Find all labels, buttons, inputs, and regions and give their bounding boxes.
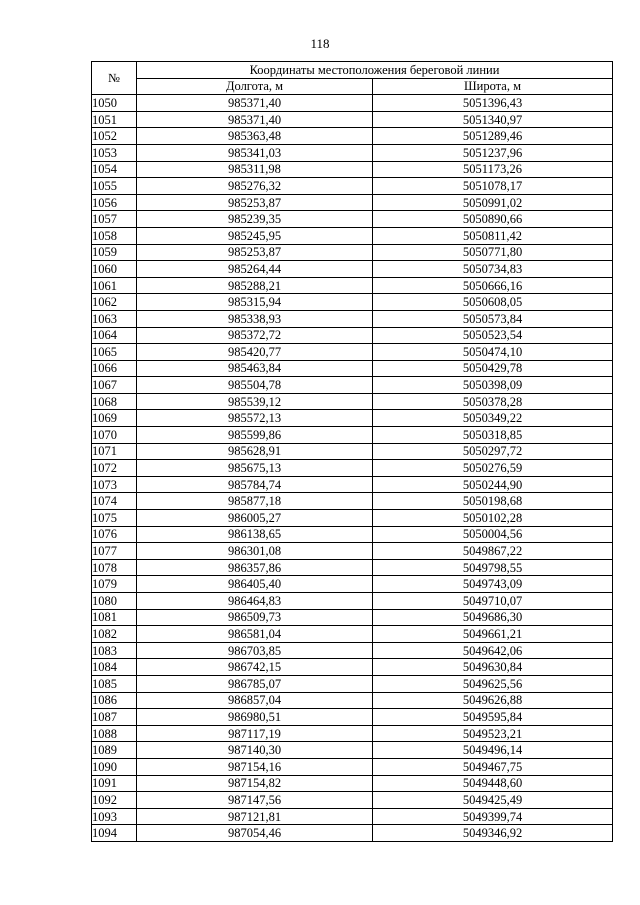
table-row (92, 128, 613, 145)
table-row (92, 261, 613, 278)
point-number-cell: 1079 (92, 576, 137, 593)
longitude-cell: 985239,35 (137, 211, 373, 228)
latitude-cell: 5050398,09 (373, 377, 613, 394)
longitude-cell: 986301,08 (137, 543, 373, 560)
table-row (92, 310, 613, 327)
point-number-cell: 1093 (92, 808, 137, 825)
latitude-cell: 5049523,21 (373, 725, 613, 742)
longitude-cell: 985253,87 (137, 244, 373, 261)
point-number-cell: 1075 (92, 510, 137, 527)
table-row (92, 294, 613, 311)
table-subheader-row (92, 78, 613, 95)
point-number-cell: 1061 (92, 277, 137, 294)
longitude-cell: 985420,77 (137, 344, 373, 361)
longitude-cell: 987140,30 (137, 742, 373, 759)
table-row (92, 593, 613, 610)
column-group-header-coordinates: Координаты местоположения береговой линии (137, 62, 613, 79)
latitude-cell: 5050276,59 (373, 460, 613, 477)
table-row (92, 211, 613, 228)
longitude-cell: 986138,65 (137, 526, 373, 543)
latitude-cell: 5049661,21 (373, 626, 613, 643)
longitude-cell: 987154,16 (137, 758, 373, 775)
longitude-cell: 987121,81 (137, 808, 373, 825)
point-number-cell: 1051 (92, 111, 137, 128)
latitude-cell: 5050004,56 (373, 526, 613, 543)
table-row (92, 95, 613, 112)
latitude-cell: 5049798,55 (373, 559, 613, 576)
table-row (92, 510, 613, 527)
latitude-cell: 5050771,80 (373, 244, 613, 261)
table-row (92, 559, 613, 576)
point-number-cell: 1072 (92, 460, 137, 477)
latitude-cell: 5050573,84 (373, 310, 613, 327)
point-number-cell: 1089 (92, 742, 137, 759)
latitude-cell: 5050378,28 (373, 393, 613, 410)
page-number: 118 (310, 36, 330, 51)
table-row (92, 493, 613, 510)
table-row (92, 758, 613, 775)
latitude-cell: 5049626,88 (373, 692, 613, 709)
longitude-cell: 987117,19 (137, 725, 373, 742)
column-header-longitude: Долгота, м (137, 78, 373, 95)
point-number-cell: 1054 (92, 161, 137, 178)
longitude-cell: 985338,93 (137, 310, 373, 327)
longitude-cell: 987154,82 (137, 775, 373, 792)
point-number-cell: 1073 (92, 476, 137, 493)
longitude-cell: 986005,27 (137, 510, 373, 527)
latitude-cell: 5050890,66 (373, 211, 613, 228)
table-row (92, 692, 613, 709)
longitude-cell: 985784,74 (137, 476, 373, 493)
latitude-cell: 5049496,14 (373, 742, 613, 759)
table-row (92, 194, 613, 211)
latitude-cell: 5051237,96 (373, 144, 613, 161)
point-number-cell: 1064 (92, 327, 137, 344)
table-row (92, 460, 613, 477)
longitude-cell: 985363,48 (137, 128, 373, 145)
longitude-cell: 985311,98 (137, 161, 373, 178)
latitude-cell: 5050991,02 (373, 194, 613, 211)
latitude-cell: 5049686,30 (373, 609, 613, 626)
table-row (92, 244, 613, 261)
latitude-cell: 5049399,74 (373, 808, 613, 825)
longitude-cell: 985341,03 (137, 144, 373, 161)
latitude-cell: 5050297,72 (373, 443, 613, 460)
table-row (92, 277, 613, 294)
point-number-cell: 1086 (92, 692, 137, 709)
latitude-cell: 5049595,84 (373, 709, 613, 726)
point-number-cell: 1059 (92, 244, 137, 261)
latitude-cell: 5049625,56 (373, 675, 613, 692)
latitude-cell: 5051289,46 (373, 128, 613, 145)
longitude-cell: 985245,95 (137, 227, 373, 244)
longitude-cell: 986785,07 (137, 675, 373, 692)
longitude-cell: 986742,15 (137, 659, 373, 676)
longitude-cell: 985628,91 (137, 443, 373, 460)
latitude-cell: 5050734,83 (373, 261, 613, 278)
longitude-cell: 986464,83 (137, 593, 373, 610)
table-row (92, 377, 613, 394)
longitude-cell: 985572,13 (137, 410, 373, 427)
point-number-cell: 1076 (92, 526, 137, 543)
longitude-cell: 985372,72 (137, 327, 373, 344)
point-number-cell: 1087 (92, 709, 137, 726)
longitude-cell: 986357,86 (137, 559, 373, 576)
table-row (92, 476, 613, 493)
latitude-cell: 5050523,54 (373, 327, 613, 344)
table-row (92, 227, 613, 244)
point-number-cell: 1088 (92, 725, 137, 742)
table-row (92, 427, 613, 444)
table-header-row (92, 62, 613, 79)
point-number-cell: 1071 (92, 443, 137, 460)
latitude-cell: 5050349,22 (373, 410, 613, 427)
latitude-cell: 5050102,28 (373, 510, 613, 527)
latitude-cell: 5050244,90 (373, 476, 613, 493)
latitude-cell: 5050811,42 (373, 227, 613, 244)
table-row (92, 609, 613, 626)
longitude-cell: 985371,40 (137, 95, 373, 112)
latitude-cell: 5049867,22 (373, 543, 613, 560)
latitude-cell: 5050474,10 (373, 344, 613, 361)
table-row (92, 178, 613, 195)
longitude-cell: 986509,73 (137, 609, 373, 626)
point-number-cell: 1074 (92, 493, 137, 510)
longitude-cell: 986581,04 (137, 626, 373, 643)
latitude-cell: 5049710,07 (373, 593, 613, 610)
table-row (92, 775, 613, 792)
latitude-cell: 5049346,92 (373, 825, 613, 842)
column-header-latitude: Широта, м (373, 78, 613, 95)
table-row (92, 144, 613, 161)
latitude-cell: 5051340,97 (373, 111, 613, 128)
point-number-cell: 1091 (92, 775, 137, 792)
latitude-cell: 5050429,78 (373, 360, 613, 377)
point-number-cell: 1055 (92, 178, 137, 195)
longitude-cell: 985371,40 (137, 111, 373, 128)
latitude-cell: 5049448,60 (373, 775, 613, 792)
table-row (92, 675, 613, 692)
point-number-cell: 1067 (92, 377, 137, 394)
latitude-cell: 5049425,49 (373, 792, 613, 809)
table-row (92, 626, 613, 643)
column-header-number: № (92, 62, 137, 95)
longitude-cell: 985288,21 (137, 277, 373, 294)
longitude-cell: 986857,04 (137, 692, 373, 709)
table-row (92, 576, 613, 593)
latitude-cell: 5049467,75 (373, 758, 613, 775)
table-row (92, 808, 613, 825)
point-number-cell: 1070 (92, 427, 137, 444)
point-number-cell: 1082 (92, 626, 137, 643)
point-number-cell: 1081 (92, 609, 137, 626)
latitude-cell: 5049642,06 (373, 642, 613, 659)
longitude-cell: 985253,87 (137, 194, 373, 211)
point-number-cell: 1094 (92, 825, 137, 842)
table-row (92, 161, 613, 178)
table-row (92, 111, 613, 128)
longitude-cell: 985463,84 (137, 360, 373, 377)
table-row (92, 742, 613, 759)
point-number-cell: 1084 (92, 659, 137, 676)
point-number-cell: 1066 (92, 360, 137, 377)
table-row (92, 344, 613, 361)
point-number-cell: 1077 (92, 543, 137, 560)
latitude-cell: 5051078,17 (373, 178, 613, 195)
table-row (92, 543, 613, 560)
longitude-cell: 985539,12 (137, 393, 373, 410)
latitude-cell: 5050198,68 (373, 493, 613, 510)
latitude-cell: 5050666,16 (373, 277, 613, 294)
latitude-cell: 5051173,26 (373, 161, 613, 178)
table-row (92, 709, 613, 726)
point-number-cell: 1053 (92, 144, 137, 161)
point-number-cell: 1062 (92, 294, 137, 311)
coordinates-table (91, 61, 613, 842)
point-number-cell: 1080 (92, 593, 137, 610)
table-row (92, 410, 613, 427)
latitude-cell: 5049743,09 (373, 576, 613, 593)
longitude-cell: 985675,13 (137, 460, 373, 477)
point-number-cell: 1050 (92, 95, 137, 112)
point-number-cell: 1090 (92, 758, 137, 775)
table-row (92, 393, 613, 410)
table-row (92, 327, 613, 344)
point-number-cell: 1065 (92, 344, 137, 361)
longitude-cell: 985877,18 (137, 493, 373, 510)
table-row (92, 725, 613, 742)
longitude-cell: 986405,40 (137, 576, 373, 593)
point-number-cell: 1060 (92, 261, 137, 278)
longitude-cell: 985599,86 (137, 427, 373, 444)
longitude-cell: 986980,51 (137, 709, 373, 726)
point-number-cell: 1092 (92, 792, 137, 809)
point-number-cell: 1068 (92, 393, 137, 410)
latitude-cell: 5050318,85 (373, 427, 613, 444)
table-row (92, 642, 613, 659)
longitude-cell: 985264,44 (137, 261, 373, 278)
point-number-cell: 1083 (92, 642, 137, 659)
point-number-cell: 1052 (92, 128, 137, 145)
table-row (92, 659, 613, 676)
longitude-cell: 987147,56 (137, 792, 373, 809)
longitude-cell: 985504,78 (137, 377, 373, 394)
point-number-cell: 1069 (92, 410, 137, 427)
table-row (92, 360, 613, 377)
table-row (92, 526, 613, 543)
point-number-cell: 1063 (92, 310, 137, 327)
latitude-cell: 5050608,05 (373, 294, 613, 311)
table-row (92, 792, 613, 809)
table-body (92, 95, 613, 842)
point-number-cell: 1058 (92, 227, 137, 244)
longitude-cell: 985276,32 (137, 178, 373, 195)
latitude-cell: 5049630,84 (373, 659, 613, 676)
longitude-cell: 985315,94 (137, 294, 373, 311)
point-number-cell: 1078 (92, 559, 137, 576)
table-row (92, 825, 613, 842)
table-row (92, 443, 613, 460)
longitude-cell: 987054,46 (137, 825, 373, 842)
longitude-cell: 986703,85 (137, 642, 373, 659)
point-number-cell: 1056 (92, 194, 137, 211)
latitude-cell: 5051396,43 (373, 95, 613, 112)
point-number-cell: 1057 (92, 211, 137, 228)
point-number-cell: 1085 (92, 675, 137, 692)
